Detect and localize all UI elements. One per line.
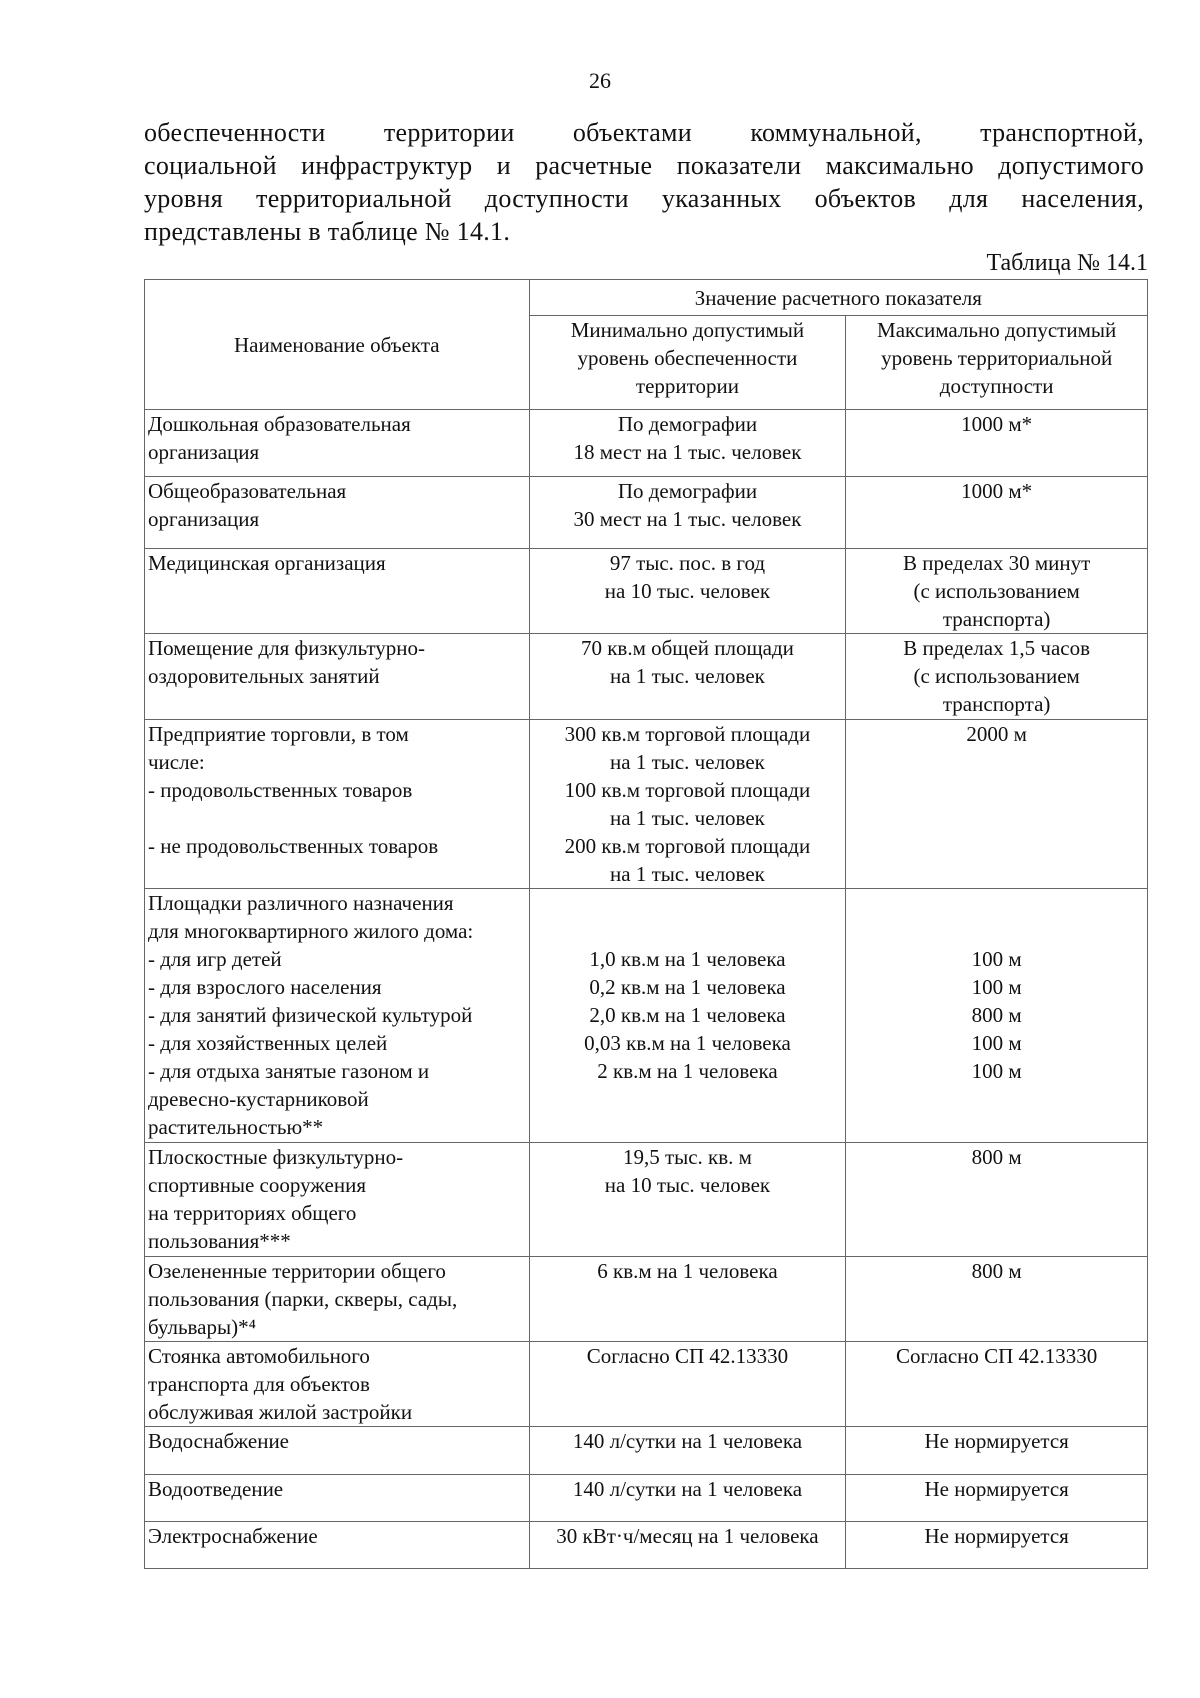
cell-line: растительностью** bbox=[148, 1115, 324, 1140]
cell-max bbox=[846, 410, 1148, 476]
header-line: Максимально допустимый bbox=[877, 318, 1117, 343]
cell-line: 0,2 кв.м на 1 человека bbox=[589, 975, 786, 1000]
cell-line: 30 мест на 1 тыс. человек bbox=[573, 506, 802, 531]
table-row bbox=[145, 1474, 1148, 1521]
cell-min bbox=[529, 549, 846, 634]
cell-name bbox=[145, 410, 530, 476]
cell-line: на 10 тыс. человек bbox=[604, 579, 771, 603]
cell-line bbox=[533, 889, 843, 917]
header-name-col: Наименование объекта bbox=[145, 280, 530, 410]
cell-max bbox=[846, 1521, 1148, 1568]
cell-line: 70 кв.м общей площади bbox=[580, 636, 794, 661]
cell-line: 100 кв.м торговой площади bbox=[564, 777, 811, 802]
cell-line bbox=[148, 804, 526, 832]
cell-line: обслуживая жилой застройки bbox=[148, 1400, 413, 1425]
cell-line: 100 м bbox=[971, 1031, 1022, 1056]
cell-line: 19,5 тыс. кв. м bbox=[622, 1145, 752, 1170]
cell-min bbox=[529, 1427, 846, 1474]
cell-line: Водоотведение bbox=[148, 1476, 284, 1501]
cell-line: на 1 тыс. человек bbox=[610, 664, 765, 689]
cell-line: 800 м bbox=[971, 1258, 1022, 1283]
header-line: территории bbox=[635, 374, 740, 399]
cell-line: - не продовольственных товаров bbox=[148, 833, 439, 858]
cell-min bbox=[529, 1521, 846, 1568]
cell-line: - продовольственных товаров bbox=[148, 777, 413, 802]
header-line: уровень территориальной bbox=[881, 346, 1113, 371]
cell-name bbox=[145, 1427, 530, 1474]
cell-line: пользования*** bbox=[148, 1229, 291, 1254]
cell-max bbox=[846, 1427, 1148, 1474]
cell-line: 100 м bbox=[971, 975, 1022, 1000]
cell-line: 300 кв.м торговой площади bbox=[564, 721, 811, 746]
cell-name bbox=[145, 719, 530, 889]
cell-line: По демографии bbox=[617, 478, 758, 503]
cell-line: Водоснабжение bbox=[148, 1429, 290, 1454]
cell-line: Медицинская организация bbox=[148, 551, 386, 575]
cell-line: Не нормируется bbox=[924, 1429, 1069, 1454]
cell-line: Согласно СП 42.13330 bbox=[586, 1344, 789, 1369]
cell-min bbox=[529, 476, 846, 548]
cell-line: 1000 м* bbox=[961, 412, 1033, 437]
cell-max bbox=[846, 719, 1148, 889]
cell-line: 800 м bbox=[971, 1145, 1022, 1170]
cell-line: В пределах 30 минут bbox=[902, 551, 1091, 575]
cell-max bbox=[846, 1256, 1148, 1341]
header-max-col bbox=[846, 316, 1148, 410]
cell-line: (с использованием bbox=[913, 664, 1080, 689]
cell-line: Стоянка автомобильного bbox=[148, 1344, 370, 1369]
cell-line: транспорта для объектов bbox=[148, 1372, 370, 1397]
cell-name bbox=[145, 1342, 530, 1427]
cell-line: оздоровительных занятий bbox=[148, 664, 380, 689]
cell-line: на 10 тыс. человек bbox=[604, 1173, 771, 1198]
header-line: уровень обеспеченности bbox=[577, 346, 798, 371]
cell-line: Плоскостные физкультурно- bbox=[148, 1145, 404, 1170]
cell-min bbox=[529, 410, 846, 476]
cell-line: Не нормируется bbox=[924, 1476, 1069, 1501]
cell-name bbox=[145, 889, 530, 1143]
cell-max bbox=[846, 1342, 1148, 1427]
cell-line: 140 л/сутки на 1 человека bbox=[572, 1429, 803, 1454]
cell-line: - для хозяйственных целей bbox=[148, 1031, 388, 1056]
cell-line: бульвары)*⁴ bbox=[148, 1314, 256, 1339]
cell-name bbox=[145, 1143, 530, 1256]
table-caption: Таблица № 14.1 bbox=[986, 250, 1148, 276]
cell-max bbox=[846, 1143, 1148, 1256]
cell-line: - для взрослого населения bbox=[148, 975, 382, 1000]
cell-name bbox=[145, 549, 530, 634]
cell-name bbox=[145, 1521, 530, 1568]
table-row bbox=[145, 410, 1148, 476]
table-row bbox=[145, 549, 1148, 634]
cell-line: 30 кВт·ч/месяц на 1 человека bbox=[556, 1523, 819, 1548]
cell-line: на 1 тыс. человек bbox=[610, 805, 765, 830]
cell-line: 2,0 кв.м на 1 человека bbox=[589, 1003, 786, 1028]
cell-line: 1,0 кв.м на 1 человека bbox=[589, 947, 786, 972]
cell-line: для многоквартирного жилого дома: bbox=[148, 919, 474, 944]
cell-min bbox=[529, 634, 846, 719]
cell-line: По демографии bbox=[617, 412, 758, 437]
cell-line: 200 кв.м торговой площади bbox=[564, 833, 811, 858]
header-line: Минимально допустимый bbox=[570, 318, 805, 343]
cell-name bbox=[145, 1474, 530, 1521]
table-row bbox=[145, 1342, 1148, 1427]
cell-line: 800 м bbox=[971, 1003, 1022, 1028]
cell-line: 2 кв.м на 1 человека bbox=[597, 1059, 778, 1084]
cell-min bbox=[529, 1256, 846, 1341]
cell-name bbox=[145, 1256, 530, 1341]
header-line: доступности bbox=[939, 374, 1054, 399]
cell-min bbox=[529, 1342, 846, 1427]
cell-line: 18 мест на 1 тыс. человек bbox=[573, 440, 802, 465]
cell-line: организация bbox=[148, 506, 260, 531]
intro-line: социальной инфраструктур и расчетные показатели максимально допустимого bbox=[144, 151, 1144, 180]
cell-max bbox=[846, 549, 1148, 634]
cell-line: (с использованием bbox=[913, 579, 1080, 603]
cell-line: числе: bbox=[148, 749, 205, 774]
table-row bbox=[145, 719, 1148, 889]
cell-line: - для игр детей bbox=[148, 947, 282, 972]
cell-min bbox=[529, 889, 846, 1143]
cell-line bbox=[849, 889, 1144, 917]
cell-line: 100 м bbox=[971, 1059, 1022, 1084]
cell-line: пользования (парки, скверы, сады, bbox=[148, 1286, 458, 1311]
cell-max bbox=[846, 476, 1148, 548]
table-row bbox=[145, 1427, 1148, 1474]
cell-line: Не нормируется bbox=[924, 1523, 1069, 1548]
cell-line: - для занятий физической культурой bbox=[148, 1003, 473, 1028]
table-row bbox=[145, 476, 1148, 548]
cell-line: древесно-кустарниковой bbox=[148, 1087, 369, 1112]
cell-max bbox=[846, 1474, 1148, 1521]
cell-line: В пределах 1,5 часов bbox=[903, 636, 1090, 661]
cell-line: - для отдыха занятые газоном и bbox=[148, 1059, 430, 1084]
cell-line: Озелененные территории общего bbox=[148, 1258, 446, 1283]
cell-line: Дошкольная образовательная bbox=[148, 412, 411, 437]
intro-line: уровня территориальной доступности указанных объектов для населения, bbox=[144, 184, 1144, 213]
cell-line: 0,03 кв.м на 1 человека bbox=[584, 1031, 791, 1056]
cell-line: 100 м bbox=[971, 947, 1022, 972]
cell-line: организация bbox=[148, 440, 260, 465]
cell-line: 97 тыс. пос. в год bbox=[609, 551, 766, 575]
cell-line: на 1 тыс. человек bbox=[610, 749, 765, 774]
cell-max bbox=[846, 889, 1148, 1143]
table-row bbox=[145, 1521, 1148, 1568]
cell-max bbox=[846, 634, 1148, 719]
cell-line: на 1 тыс. человек bbox=[610, 861, 765, 886]
cell-line: Предприятие торговли, в том bbox=[148, 721, 409, 746]
intro-paragraph bbox=[144, 116, 1144, 248]
cell-line: 6 кв.м на 1 человека bbox=[597, 1258, 778, 1283]
cell-name bbox=[145, 476, 530, 548]
intro-line: представлены в таблице № 14.1. bbox=[144, 217, 511, 246]
cell-line: спортивные сооружения bbox=[148, 1173, 366, 1198]
table-row bbox=[145, 889, 1148, 1143]
cell-line bbox=[849, 917, 1144, 945]
norms-table bbox=[144, 279, 1148, 1569]
cell-line: 140 л/сутки на 1 человека bbox=[572, 1476, 803, 1501]
page-number: 26 bbox=[589, 68, 611, 93]
table-row bbox=[145, 1143, 1148, 1256]
cell-line: Площадки различного назначения bbox=[148, 891, 454, 916]
cell-min bbox=[529, 1474, 846, 1521]
cell-line: Согласно СП 42.13330 bbox=[895, 1344, 1098, 1369]
cell-line: Электроснабжение bbox=[148, 1523, 318, 1548]
cell-line: Общеобразовательная bbox=[148, 478, 347, 503]
header-min-col bbox=[529, 316, 846, 410]
cell-line: 1000 м* bbox=[961, 478, 1033, 503]
cell-line: Помещение для физкультурно- bbox=[148, 636, 425, 661]
cell-min bbox=[529, 1143, 846, 1256]
cell-line: 2000 м bbox=[966, 721, 1027, 746]
table-row bbox=[145, 634, 1148, 719]
header-group: Значение расчетного показателя bbox=[529, 280, 1147, 316]
cell-line: на территориях общего bbox=[148, 1201, 357, 1226]
table-row bbox=[145, 1256, 1148, 1341]
cell-line: транспорта) bbox=[942, 607, 1051, 631]
intro-line: обеспеченности территории объектами коммунальной, транспортной, bbox=[144, 118, 1144, 147]
cell-line: транспорта) bbox=[942, 692, 1051, 717]
cell-line bbox=[533, 917, 843, 945]
cell-min bbox=[529, 719, 846, 889]
cell-name bbox=[145, 634, 530, 719]
